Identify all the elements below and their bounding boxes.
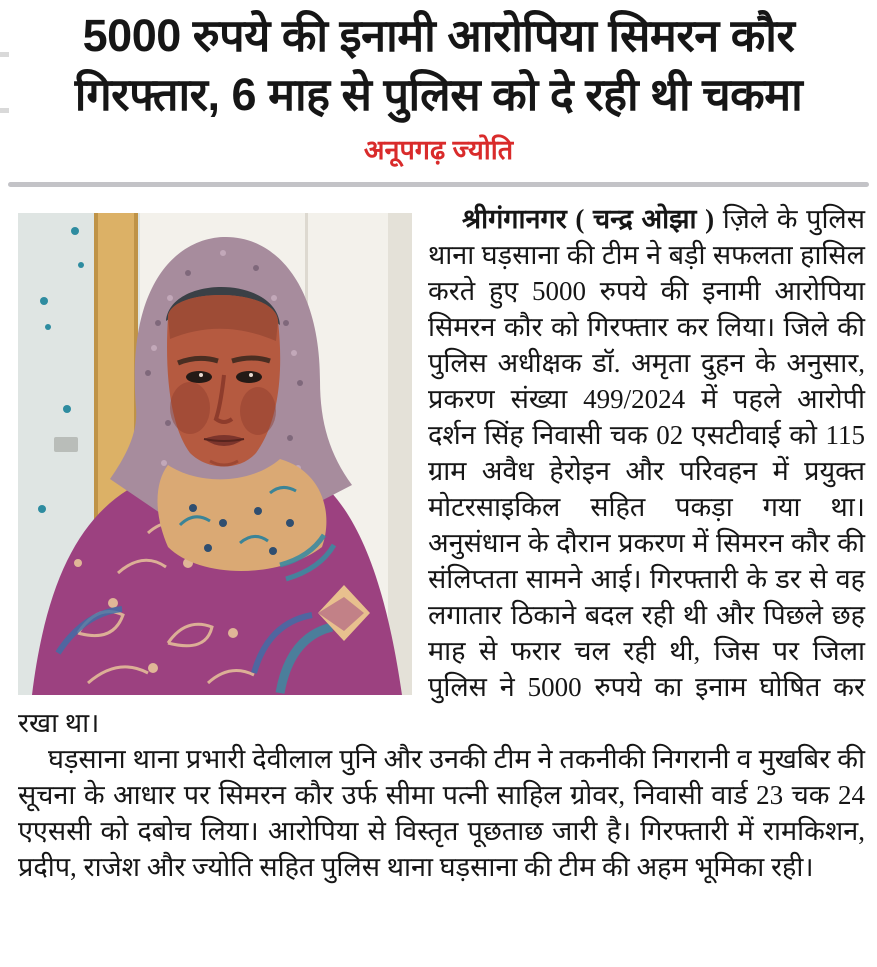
scan-artifact	[0, 108, 9, 113]
dateline: श्रीगंगानगर ( चन्द्र ओझा )	[462, 204, 715, 234]
arrested-woman-photo	[18, 213, 412, 695]
headline-line-2: गिरफ्तार, 6 माह से पुलिस को दे रही थी चकमा	[74, 69, 803, 120]
headline-line-1: 5000 रुपये की इनामी आरोपिया सिमरन कौर	[82, 10, 795, 61]
byline: अनूपगढ़ ज्योति	[363, 135, 514, 165]
paragraph-2: घड़साना थाना प्रभारी देवीलाल पुनि और उनकी टीम ने तकनीकी निगरानी व मुखबिर की सूचना के आधार पर सिमरन कौर उर्फ सीमा पत्नी साहिल ग्रोवर, निवासी वार्ड 23 चक 24 एएससी को दबोच लिया। आरोपिया से विस्तृत पूछताछ जारी है। गिरफ्तारी में रामकिशन, प्रदीप, राजेश और ज्योति सहित पुलिस थाना घड़साना की टीम की अहम भूमिका रही।	[18, 744, 865, 882]
photo-illustration	[18, 213, 412, 695]
article-body	[0, 187, 877, 885]
headline	[10, 6, 867, 124]
scan-artifact	[0, 52, 9, 57]
paragraph-1-text: ज़िले के पुलिस थाना घड़साना की टीम ने बड़ी सफलता हासिल करते हुए 5000 रुपये की इनामी आरोपिया सिमरन कौर को गिरफ्तार कर लिया। जिले की पुलिस अधीक्षक डॉ. अमृता दुहन के अनुसार, प्रकरण संख्या 499/2024 में पहले आरोपी दर्शन सिंह निवासी चक 02 एसटीवाई को 115 ग्राम अवैध हेरोइन और परिवहन में प्रयुक्त मोटरसाइकिल सहित पकड़ा गया था। अनुसंधान के दौरान प्रकरण में सिमरन कौर की संलिप्तता सामने आई। गिरफ्तारी के डर से वह लगातार ठिकाने बदल रही थी और पिछले छह माह से फरार चल रही थी, जिस पर जिला पुलिस ने 5000 रुपये का इनाम घोषित कर रखा था।	[18, 204, 865, 738]
